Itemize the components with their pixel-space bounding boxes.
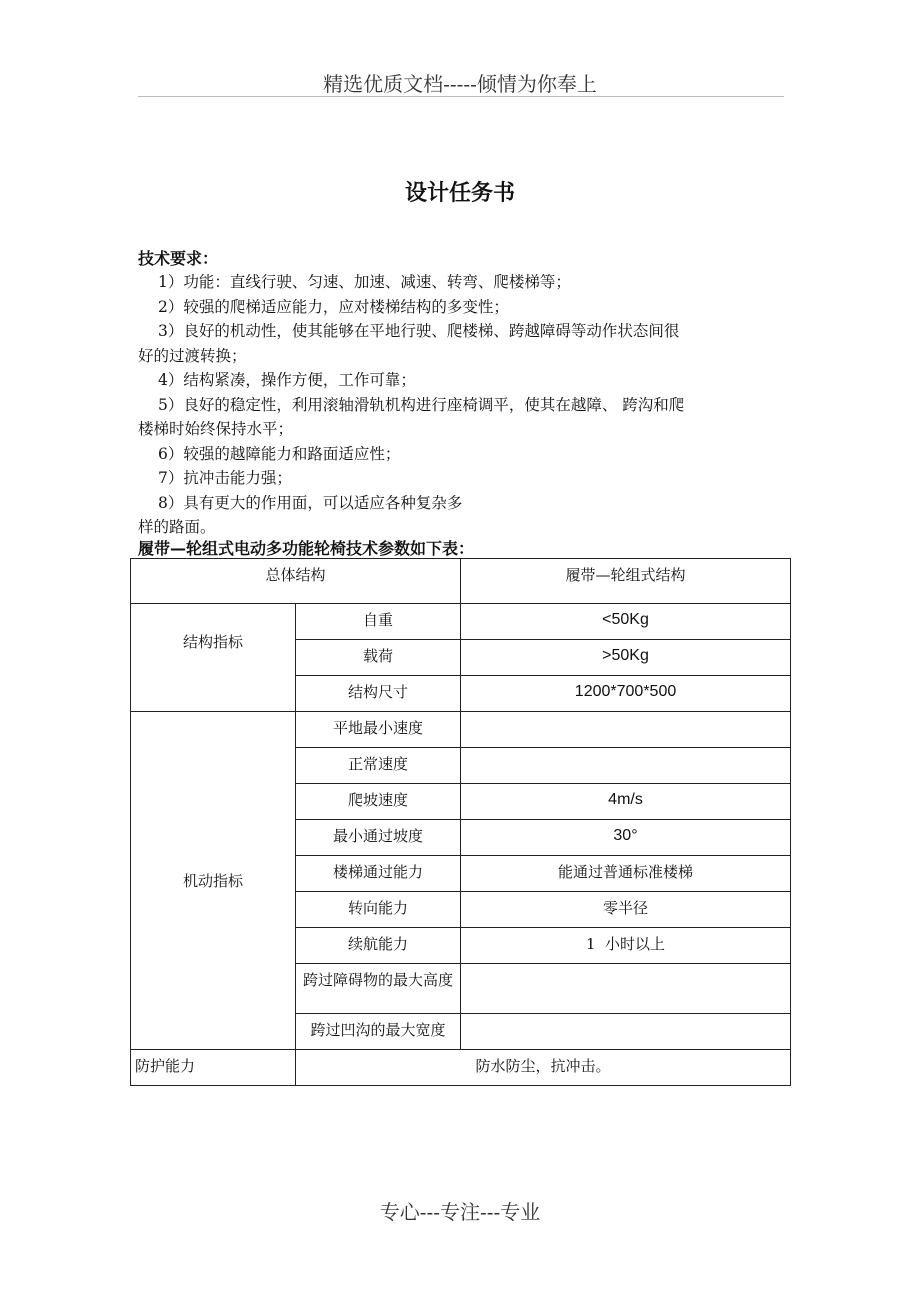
overall-structure-label: 总体结构 <box>131 559 461 604</box>
structural-group-label: 结构指标 <box>131 604 296 712</box>
table-heading: 履带—轮组式电动多功能轮椅技术参数如下表： <box>138 539 475 558</box>
param-cell: 自重 <box>296 604 461 640</box>
requirement-4: 4）结构紧凑，操作方便，工作可靠； <box>158 371 416 389</box>
param-cell: 平地最小速度 <box>296 712 461 748</box>
tech-requirements-heading: 技术要求： <box>138 249 219 268</box>
header-divider <box>138 96 784 97</box>
table-row <box>131 712 791 748</box>
param-cell: 续航能力 <box>296 928 461 964</box>
requirement-3-cont: 好的过渡转换； <box>138 346 247 365</box>
requirement-8-cont: 样的路面。 <box>138 518 216 536</box>
requirement-3: 3）良好的机动性，使其能够在平地行驶、爬楼梯、跨越障碍等动作状态间很 <box>158 322 680 340</box>
requirement-5: 5）良好的稳定性，利用滚轴滑轨机构进行座椅调平，使其在越障、 跨沟和爬 <box>158 395 685 414</box>
requirement-1: 1）功能：直线行驶、匀速、加速、减速、转弯、爬楼梯等； <box>158 273 571 291</box>
tech-requirements-list <box>138 270 788 540</box>
param-cell: 爬坡速度 <box>296 784 461 820</box>
value-cell <box>461 712 791 748</box>
value-cell <box>461 748 791 784</box>
protection-value: 防水防尘，抗冲击。 <box>296 1050 791 1086</box>
page-footer: 专心---专注---专业 <box>379 1200 541 1224</box>
page-header: 精选优质文档-----倾情为你奉上 <box>323 72 597 96</box>
value-cell: 1 小时以上 <box>461 928 791 964</box>
value-cell: 4m/s <box>461 784 791 820</box>
requirement-2: 2）较强的爬梯适应能力，应对楼梯结构的多变性； <box>158 297 509 316</box>
param-cell: 楼梯通过能力 <box>296 856 461 892</box>
overall-structure-value: 履带—轮组式结构 <box>461 559 791 604</box>
param-cell: 正常速度 <box>296 748 461 784</box>
protection-label: 防护能力 <box>131 1050 296 1086</box>
value-cell: 零半径 <box>461 892 791 928</box>
param-cell: 跨过障碍物的最大高度 <box>296 964 461 1014</box>
value-cell: >50Kg <box>461 640 791 676</box>
table-row <box>131 604 791 640</box>
param-cell: 最小通过坡度 <box>296 820 461 856</box>
mobility-group-label: 机动指标 <box>131 712 296 1050</box>
document-title: 设计任务书 <box>404 181 515 206</box>
requirement-8: 8）具有更大的作用面，可以适应各种复杂多 <box>158 493 463 512</box>
requirement-6: 6）较强的越障能力和路面适应性； <box>158 444 401 463</box>
value-cell: 30° <box>461 820 791 856</box>
requirement-5-cont: 楼梯时始终保持水平； <box>138 420 294 438</box>
requirement-7: 7）抗冲击能力强； <box>158 469 292 487</box>
value-cell: <50Kg <box>461 604 791 640</box>
value-cell <box>461 1014 791 1050</box>
spec-table <box>130 558 791 1086</box>
value-cell: 能通过普通标准楼梯 <box>461 856 791 892</box>
table-row <box>131 559 791 604</box>
value-cell: 1200*700*500 <box>461 676 791 712</box>
param-cell: 跨过凹沟的最大宽度 <box>296 1014 461 1050</box>
param-cell: 载荷 <box>296 640 461 676</box>
value-cell <box>461 964 791 1014</box>
param-cell: 转向能力 <box>296 892 461 928</box>
table-row <box>131 1050 791 1086</box>
param-cell: 结构尺寸 <box>296 676 461 712</box>
